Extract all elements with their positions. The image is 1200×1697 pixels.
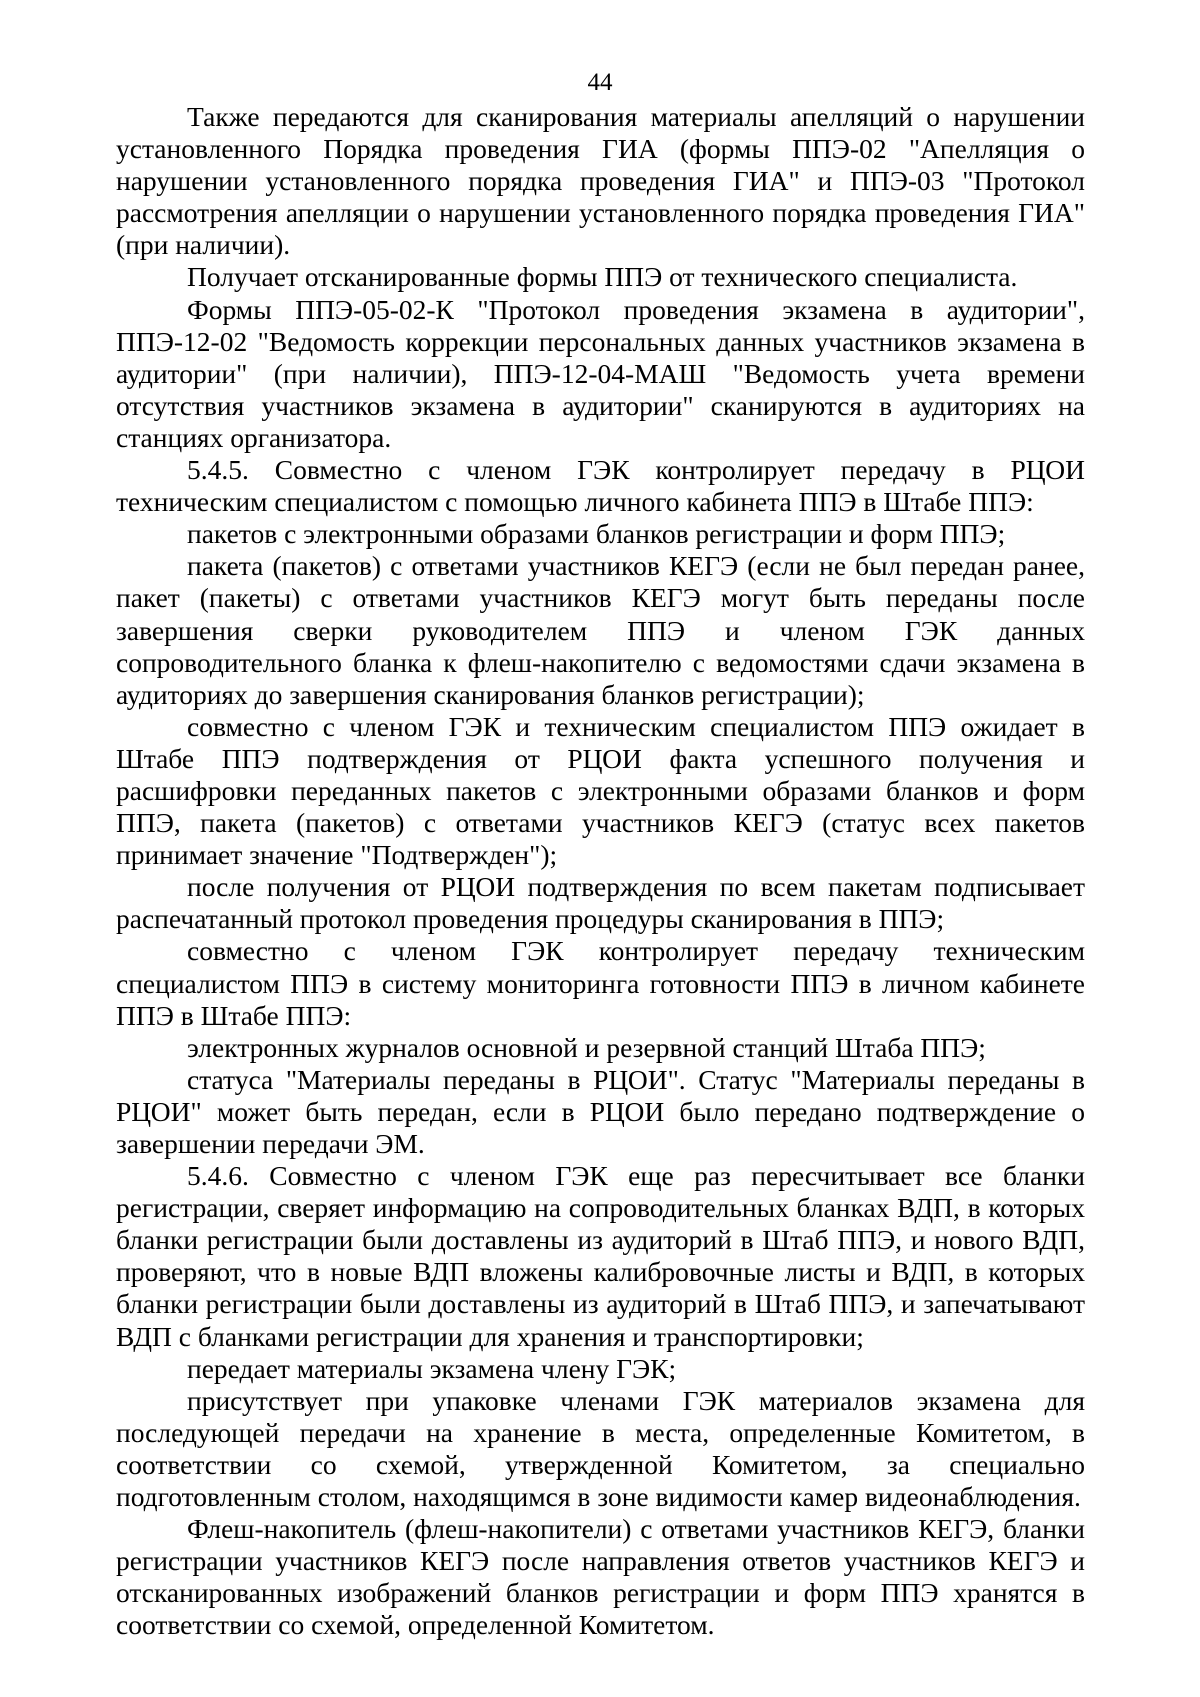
paragraph-forms-scanned-in-rooms: Формы ППЭ-05-02-К "Протокол проведения экзамена в аудитории", ППЭ-12-02 "Ведомость коррекции персональных данных участников экзамена в аудитории" (при наличии), ППЭ-12-04-МАШ "Ведомость учета времени отсутствия участников экзамена в аудитории" сканируются в аудиториях на станциях организатора. <box>116 293 1085 453</box>
paragraph-receive-scanned-forms: Получает отсканированные формы ППЭ от технического специалиста. <box>187 261 1018 293</box>
document-body <box>116 101 1085 1642</box>
paragraph-packages-answers: пакета (пакетов) с ответами участников КЕГЭ (если не был передан ранее, пакет (пакеты) с ответами участников КЕГЭ могут быть переданы после завершения сверки руководителем ППЭ и членом ГЭК данных сопроводительного бланка к флеш-накопителю с ведомостями сдачи экзамена в аудиториях до завершения сканирования бланков регистрации); <box>116 550 1085 710</box>
paragraph-hand-over-materials: передает материалы экзамена члену ГЭК; <box>187 1352 677 1384</box>
page-number: 44 <box>587 69 613 96</box>
paragraph-5-4-6: 5.4.6. Совместно с членом ГЭК еще раз пересчитывает все бланки регистрации, сверяет информацию на сопроводительных бланках ВДП, в которых бланки регистрации были доставлены из аудиторий в Штаб ППЭ, и нового ВДП, проверяют, что в новые ВДП вложены калибровочные листы и ВДП, в которых бланки регистрации были доставлены из аудиторий в Штаб ППЭ, и запечатывают ВДП с бланками регистрации для хранения и транспортировки; <box>116 1160 1085 1352</box>
paragraph-appeals-scanning: Также передаются для сканирования материалы апелляций о нарушении установленного Порядка проведения ГИА (формы ППЭ-02 "Апелляция о нарушении установленного порядка проведения ГИА" и ППЭ-03 "Протокол рассмотрения апелляции о нарушении установленного порядка проведения ГИА" (при наличии). <box>116 101 1085 261</box>
paragraph-sign-protocol: после получения от РЦОИ подтверждения по всем пакетам подписывает распечатанный протокол проведения процедуры сканирования в ППЭ; <box>116 871 1085 935</box>
paragraph-await-confirmation: совместно с членом ГЭК и техническим специалистом ППЭ ожидает в Штабе ППЭ подтверждения от РЦОИ факта успешного получения и расшифровки переданных пакетов с электронными образами бланков и форм ППЭ, пакета (пакетов) с ответами участников КЕГЭ (статус всех пакетов принимает значение "Подтвержден"); <box>116 710 1085 871</box>
paragraph-flash-drive-storage: Флеш-накопитель (флеш-накопители) с ответами участников КЕГЭ, бланки регистрации участников КЕГЭ после направления ответов участников КЕГЭ и отсканированных изображений бланков регистрации и форм ППЭ хранятся в соответствии со схемой, определенной Комитетом. <box>116 1513 1085 1641</box>
paragraph-5-4-5: 5.4.5. Совместно с членом ГЭК контролирует передачу в РЦОИ техническим специалистом с помощью личного кабинета ППЭ в Штабе ППЭ: <box>116 454 1085 518</box>
paragraph-monitoring-transfer: совместно с членом ГЭК контролирует передачу техническим специалистом ППЭ в систему мониторинга готовности ППЭ в личном кабинете ППЭ в Штабе ППЭ: <box>116 935 1085 1031</box>
paragraph-electronic-journals: электронных журналов основной и резервной станций Штаба ППЭ; <box>187 1031 986 1063</box>
paragraph-packing-presence: присутствует при упаковке членами ГЭК материалов экзамена для последующей передачи на хранение в места, определенные Комитетом, в соответствии со схемой, утвержденной Комитетом, за специально подготовленным столом, находящимся в зоне видимости камер видеонаблюдения. <box>116 1384 1085 1513</box>
paragraph-status-transferred: статуса "Материалы переданы в РЦОИ". Статус "Материалы переданы в РЦОИ" может быть передан, если в РЦОИ было передано подтверждение о завершении передачи ЭМ. <box>116 1063 1085 1159</box>
paragraph-packages-images: пакетов с электронными образами бланков регистрации и форм ППЭ; <box>187 518 1006 550</box>
